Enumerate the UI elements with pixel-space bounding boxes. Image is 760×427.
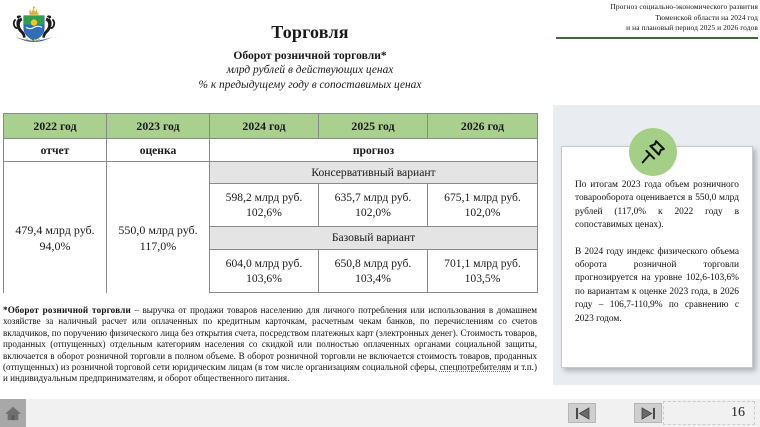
header-line-2: Тюменской области на 2024 год <box>655 12 758 22</box>
first-page-icon <box>573 407 592 420</box>
conservative-2026-value: 675,1 млрд руб. <box>444 191 521 205</box>
header-year-2024: 2024 год <box>210 114 319 139</box>
estimate-2023-value: 550,0 млрд руб. <box>118 223 198 237</box>
page-title: Торговля <box>271 22 349 42</box>
home-button[interactable] <box>0 399 26 427</box>
conservative-2026-index: 102,0% <box>464 206 501 220</box>
last-page-icon <box>639 407 658 420</box>
estimate-2023-index: 117,0% <box>139 239 177 253</box>
header-year-2023: 2023 год <box>107 114 210 139</box>
subtitle-unit-1: млрд рублей в действующих ценах <box>226 64 394 76</box>
cell-conservative-2024 <box>210 184 319 227</box>
variant-base-label: Базовый вариант <box>210 227 538 250</box>
base-2024-index: 103,6% <box>246 271 282 285</box>
cell-base-2025 <box>319 249 428 292</box>
header-year-2025: 2025 год <box>319 114 428 139</box>
base-2026-value: 701,1 млрд руб. <box>444 256 521 270</box>
table-row-status <box>4 139 538 162</box>
variant-conservative-label: Консервативный вариант <box>210 162 538 184</box>
table-row-conservative-values <box>4 184 538 227</box>
cell-estimate-2023 <box>107 184 210 293</box>
last-page-button[interactable] <box>634 403 662 423</box>
page-number: 16 <box>731 405 745 420</box>
subtitle-metric-name: Оборот розничной торговли* <box>233 49 387 62</box>
base-2024-value: 604,0 млрд руб. <box>225 256 303 270</box>
header-line-1: Прогноз социально-экономического развития <box>610 2 758 11</box>
conservative-2025-value: 635,7 млрд руб. <box>334 191 412 205</box>
fact-2022-index: 94,0% <box>39 239 71 253</box>
status-2023: оценка <box>107 139 210 162</box>
header-year-2022: 2022 год <box>4 114 107 139</box>
tyumen-oblast-coat-of-arms-icon <box>7 5 61 51</box>
summary-note-card <box>561 146 753 368</box>
retail-turnover-forecast-table <box>3 113 538 293</box>
table-row-years <box>4 114 538 139</box>
status-forecast: прогноз <box>210 139 538 162</box>
footnote-term: *Оборот розничной торговли <box>3 305 131 315</box>
page-number-box <box>663 401 755 425</box>
pushpin-icon <box>629 128 677 176</box>
cell-fact-2022 <box>4 184 107 293</box>
cell-base-2024 <box>210 249 319 292</box>
summary-note-paragraph-1: По итогам 2023 года объем розничного товарооборота оценивается в 550,0 млрд рублей (117,0% к 2022 году в сопоставимых ценах). <box>575 180 739 231</box>
summary-note-paragraph-2: В 2024 году индекс физического объема оборота розничной торговли прогнозируется на уровне 102,6-103,6% по вариантам к оценке 2023 года, в 2026 году – 106,7-110,9% по сравнению с 2023 годом. <box>575 246 739 324</box>
document-header <box>556 2 758 34</box>
spacer-2022-top <box>4 162 107 184</box>
cell-base-2026 <box>428 249 538 292</box>
footnote-text-part-2: и т.п.) и индивидуальным предпринимателям, и оборот общественного питания. <box>3 362 537 384</box>
header-year-2026: 2026 год <box>428 114 538 139</box>
conservative-2025-index: 102,0% <box>355 206 391 220</box>
conservative-2024-value: 598,2 млрд руб. <box>225 191 303 205</box>
fact-2022-value: 479,4 млрд руб. <box>15 223 95 237</box>
footnote-definition <box>3 305 537 385</box>
table-row-conservative-label <box>4 162 538 184</box>
footnote-text-part-1: – выручка от продажи товаров населению для личного потребления или использования в домашнем хозяйстве за наличный расчет или оплаченных по кредитным карточкам, расчетным чекам банков, по перечислениям со счетов вкладчиков, по поручению физического лица без открытия счета, посредством платежных карт (электронных денег). Стоимость товаров, проданных (отпущенных) отдельным категориям населения со скидкой или полностью оплаченных органами социальной защиты, включается в оборот розничной торговли в полном объеме. В оборот розничной торговли не включается стоимость товаров, проданных (отпущенных) из розничной торговой сети юридическим лицам (в том числе организациям социальной сферы, <box>3 305 538 373</box>
base-2025-index: 103,4% <box>355 271 391 285</box>
spacer-2023-top <box>107 162 210 184</box>
first-page-button[interactable] <box>568 403 596 423</box>
cell-conservative-2025 <box>319 184 428 227</box>
cell-conservative-2026 <box>428 184 538 227</box>
conservative-2024-index: 102,6% <box>246 206 282 220</box>
header-divider <box>556 37 758 39</box>
base-2026-index: 103,5% <box>464 271 501 285</box>
base-2025-value: 650,8 млрд руб. <box>334 256 412 270</box>
footnote-spellcheck-word: спецпотребителям <box>439 362 512 373</box>
subtitle-unit-2: % к предыдущему году в сопоставимых ценах <box>198 79 422 91</box>
header-line-3: и на плановый период 2025 и 2026 годов <box>626 23 758 33</box>
home-icon <box>4 405 22 421</box>
status-2022: отчет <box>4 139 107 162</box>
